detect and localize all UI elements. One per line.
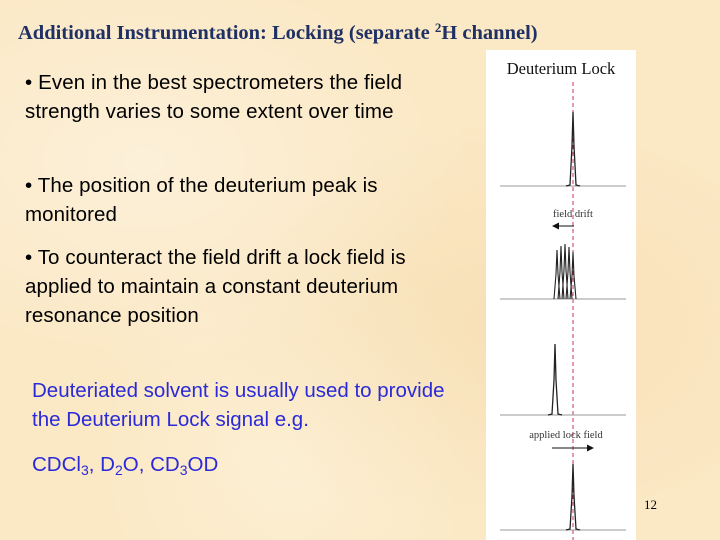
title-superscript: 2 (434, 20, 442, 35)
bullet-field-variation: • Even in the best spectrometers the field strength varies to some extent over time (25, 71, 403, 123)
drifting-peaks (554, 244, 576, 299)
solvent-formulas (32, 450, 462, 485)
formula-sub-3: 3 (179, 462, 188, 478)
field-drift-label: field drift (553, 209, 593, 220)
lock-field-arrow-icon (587, 445, 594, 452)
bullet-lock-field: • To counteract the field drift a lock field is applied to maintain a constant deuterium resonance position (25, 246, 406, 327)
page-number: 12 (644, 497, 657, 512)
formula-part-od: OD (187, 453, 219, 476)
formula-part-o-cd: O, CD (122, 453, 180, 476)
title-text-end: H channel) (441, 22, 538, 44)
formula-part-cdcl: CDCl (32, 453, 81, 476)
lock-diagram (486, 50, 636, 540)
deuterium-lock-figure (486, 50, 636, 540)
bullet-peak-monitored: • The position of the deuterium peak is monitored (25, 174, 378, 226)
title-text-start: Additional Instrumentation: Locking (separate (18, 22, 435, 44)
solvent-note: Deuteriated solvent is usually used to provide the Deuterium Lock signal e.g. (32, 379, 445, 431)
field-drift-arrow-icon (552, 223, 559, 230)
formula-sub-1: 3 (80, 462, 89, 478)
formula-part-d: , D (88, 453, 115, 476)
deuterium-peak-3 (548, 344, 562, 415)
applied-lock-field-label: applied lock field (529, 430, 603, 441)
figure-heading: Deuterium Lock (506, 59, 616, 78)
slide-title (18, 20, 708, 45)
formula-sub-2: 2 (114, 462, 123, 478)
